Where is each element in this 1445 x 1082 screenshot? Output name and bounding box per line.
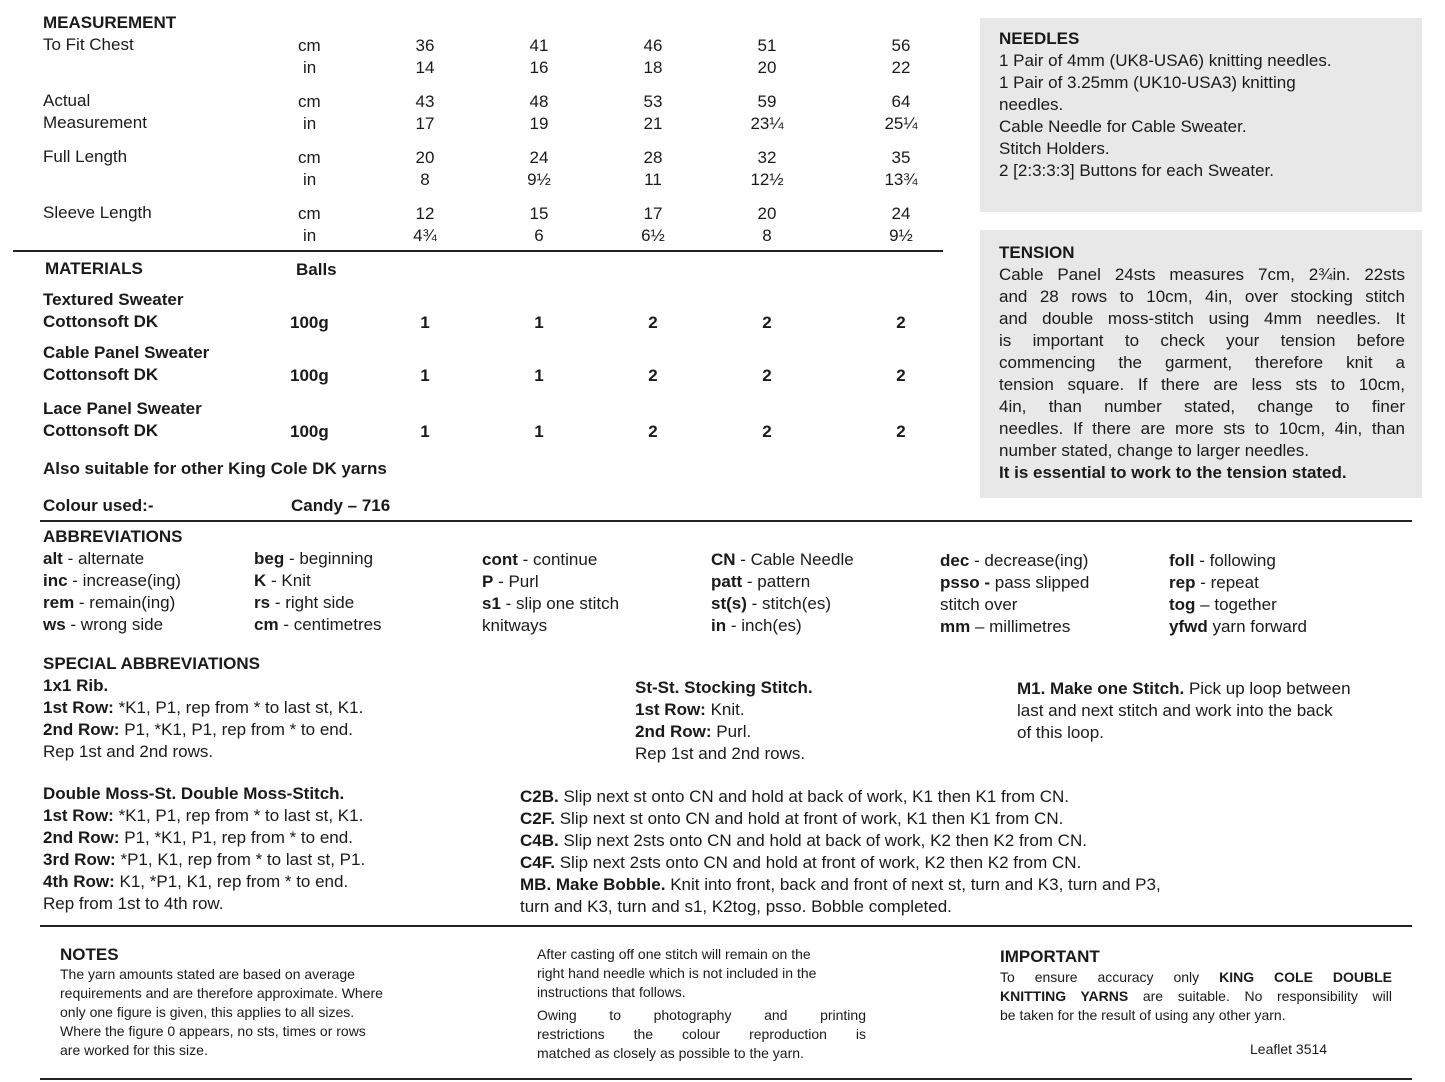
abbrev-column	[254, 548, 382, 636]
cell-value: 24	[529, 148, 549, 167]
needles-heading: NEEDLES	[999, 29, 1080, 48]
abbrev-key: rs	[254, 593, 271, 612]
row-label: 1st Row:	[43, 698, 114, 717]
tension-line: Cable Panel 24sts measures 7cm, 2¾in. 22sts	[999, 265, 1405, 284]
needles-text	[999, 50, 1409, 182]
abbreviations-heading: ABBREVIATIONS	[43, 527, 183, 546]
balls-value: 2	[762, 313, 772, 332]
colour-label: Colour used:-	[43, 496, 154, 515]
notes-line: Where the figure 0 appears, no sts, times or rows	[60, 1023, 366, 1039]
cell-value: 6	[534, 226, 544, 245]
notes-line: requirements and are therefore approximate. Where	[60, 985, 383, 1001]
notes-line: restrictions the colour reproduction is	[537, 1026, 866, 1042]
row-label-full-length: Full Length	[43, 147, 128, 166]
important-text	[1000, 968, 1392, 1025]
abbrev-key: patt	[711, 572, 743, 591]
material-name: Cable Panel Sweater	[43, 343, 210, 362]
balls-value: 2	[648, 422, 658, 441]
abbrev-column	[43, 548, 181, 636]
stst-title: St-St. Stocking Stitch.	[635, 678, 813, 697]
needles-line: 1 Pair of 4mm (UK8-USA6) knitting needles.	[999, 51, 1332, 70]
cables-block	[520, 786, 1161, 918]
material-name: Textured Sweater	[43, 290, 184, 309]
tension-text	[999, 264, 1405, 484]
abbrev-key: s1	[482, 594, 501, 613]
row-label: 2nd Row:	[43, 720, 120, 739]
m1-text: last and next stitch and work into the back	[1017, 701, 1333, 720]
abbrev-desc: – together	[1200, 595, 1277, 614]
balls-value: 1	[420, 422, 430, 441]
cell-value: 14	[415, 58, 435, 77]
tension-line: and 28 rows to 10cm, 4in, over stocking stitch	[999, 287, 1405, 306]
abbrev-column	[1169, 550, 1307, 638]
cable-key: C2B.	[520, 787, 559, 806]
abbrev-column	[482, 549, 619, 637]
rib-rep: Rep 1st and 2nd rows.	[43, 742, 214, 761]
balls-value: 1	[420, 313, 430, 332]
cell-value: 46	[643, 36, 663, 55]
mb-text: turn and K3, turn and s1, K2tog, psso. Bobble completed.	[520, 897, 952, 916]
cell-value: 19	[529, 114, 549, 133]
notes-middle-1	[537, 945, 867, 1002]
notes-line: instructions that follows.	[537, 984, 686, 1000]
needles-line: Stitch Holders.	[999, 139, 1110, 158]
abbrev-key: rem	[43, 593, 75, 612]
materials-heading: MATERIALS	[45, 259, 143, 278]
balls-value: 1	[534, 422, 544, 441]
cell-value: 16	[529, 58, 549, 77]
material-name: Lace Panel Sweater	[43, 399, 202, 418]
measurement-heading: MEASUREMENT	[43, 13, 177, 32]
balls-value: 1	[534, 366, 544, 385]
cell-value: 51	[757, 36, 777, 55]
cell-value: 56	[891, 36, 911, 55]
tension-line: needles. If there are more sts to 10cm, 4in, than	[999, 419, 1405, 438]
row-text: P1, *K1, P1, rep from * to end.	[124, 720, 353, 739]
material-weight: 100g	[290, 366, 329, 385]
cell-value: 8	[762, 226, 772, 245]
abbrev-desc: yarn forward	[1212, 617, 1307, 636]
mb-text: Knit into front, back and front of next st, turn and K3, turn and P3,	[670, 875, 1161, 894]
abbrev-desc: - right side	[274, 593, 355, 612]
important-brand: KNITTING YARNS	[1000, 988, 1129, 1004]
balls-value: 2	[896, 422, 906, 441]
cell-value: 11	[644, 170, 662, 189]
important-heading: IMPORTANT	[1000, 947, 1100, 966]
cell-value: 35	[891, 148, 911, 167]
stst-rep: Rep 1st and 2nd rows.	[635, 744, 806, 763]
cell-value: 17	[643, 204, 663, 223]
cable-text: Slip next st onto CN and hold at back of work, K1 then K1 from CN.	[563, 787, 1069, 806]
unit-cm: cm	[298, 204, 321, 223]
cell-value: 13¾	[884, 170, 918, 189]
abbrev-desc: - decrease(ing)	[974, 551, 1089, 570]
row-label: 3rd Row:	[43, 850, 116, 869]
abbrev-key: foll	[1169, 551, 1195, 570]
needles-line: Cable Needle for Cable Sweater.	[999, 117, 1247, 136]
cell-value: 43	[415, 92, 435, 111]
cell-value: 24	[891, 204, 911, 223]
unit-in: in	[303, 226, 317, 245]
dmoss-rep: Rep from 1st to 4th row.	[43, 894, 224, 913]
abbrev-key: rep	[1169, 573, 1196, 592]
abbrev-desc: - following	[1199, 551, 1276, 570]
abbrev-desc: - inch(es)	[730, 616, 802, 635]
cell-value: 59	[757, 92, 777, 111]
cell-value: 32	[757, 148, 777, 167]
unit-cm: cm	[298, 36, 321, 55]
tension-line: and double moss-stitch using 4mm needles. It	[999, 309, 1405, 328]
row-label: 2nd Row:	[635, 722, 712, 741]
cell-value: 9½	[889, 226, 913, 245]
material-yarn: Cottonsoft DK	[43, 421, 159, 440]
abbrev-desc: - Knit	[271, 571, 311, 590]
divider	[40, 520, 1412, 522]
cell-value: 4¾	[413, 226, 437, 245]
balls-value: 1	[420, 366, 430, 385]
tension-line: number stated, change to larger needles.	[999, 441, 1309, 460]
notes-line: Owing to photography and printing	[537, 1007, 866, 1023]
cable-key: C4B.	[520, 831, 559, 850]
balls-value: 2	[896, 366, 906, 385]
dmoss-block	[43, 783, 365, 915]
row-text: Purl.	[716, 722, 752, 741]
notes-text	[60, 965, 446, 1060]
notes-line: The yarn amounts stated are based on average	[60, 966, 355, 982]
rib-block	[43, 675, 363, 763]
balls-value: 2	[762, 422, 772, 441]
abbrev-key: ws	[43, 615, 66, 634]
material-weight: 100g	[290, 313, 329, 332]
notes-middle-2	[537, 1006, 866, 1063]
cable-text: Slip next 2sts onto CN and hold at back of work, K2 then K2 from CN.	[563, 831, 1087, 850]
tension-essential: It is essential to work to the tension stated.	[999, 463, 1347, 482]
cable-key: C2F.	[520, 809, 555, 828]
abbrev-desc: - continue	[522, 550, 598, 569]
needles-line: needles.	[999, 95, 1064, 114]
row-label: 2nd Row:	[43, 828, 120, 847]
abbrev-key: st(s)	[711, 594, 747, 613]
balls-value: 1	[534, 313, 544, 332]
balls-value: 2	[648, 313, 658, 332]
cell-value: 41	[529, 36, 549, 55]
m1-block	[1017, 678, 1351, 744]
abbrev-key: cont	[482, 550, 518, 569]
cell-value: 6½	[641, 226, 665, 245]
material-weight: 100g	[290, 422, 329, 441]
cell-value: 25¼	[884, 114, 918, 133]
cell-value: 17	[415, 114, 435, 133]
tension-line: is important to check your tension before	[999, 331, 1405, 350]
row-label: 1st Row:	[635, 700, 706, 719]
abbrev-key: CN	[711, 550, 736, 569]
tension-line: 4in, than number stated, change to finer	[999, 397, 1405, 416]
notes-line: matched as closely as possible to the yarn.	[537, 1045, 804, 1061]
abbrev-key: yfwd	[1169, 617, 1208, 636]
notes-line: are worked for this size.	[60, 1042, 208, 1058]
cell-value: 36	[415, 36, 435, 55]
row-text: K1, *P1, K1, rep from * to end.	[119, 872, 349, 891]
cell-value: 20	[757, 204, 777, 223]
abbrev-key: inc	[43, 571, 68, 590]
abbrev-key: in	[711, 616, 727, 635]
unit-cm: cm	[298, 92, 321, 111]
cell-value: 18	[643, 58, 663, 77]
cell-value: 20	[415, 148, 435, 167]
row-label: 4th Row:	[43, 872, 115, 891]
divider	[13, 250, 943, 252]
cell-value: 12½	[750, 170, 784, 189]
abbrev-key: dec	[940, 551, 970, 570]
dmoss-title: Double Moss-St. Double Moss-Stitch.	[43, 784, 345, 803]
notes-line: right hand needle which is not included in the	[537, 965, 817, 981]
unit-cm: cm	[298, 148, 321, 167]
material-yarn: Cottonsoft DK	[43, 312, 159, 331]
cell-value: 20	[757, 58, 777, 77]
cell-value: 8	[420, 170, 430, 189]
rib-title: 1x1 Rib.	[43, 676, 109, 695]
m1-text: of this loop.	[1017, 723, 1104, 742]
row-label-sleeve: Sleeve Length	[43, 203, 152, 222]
abbrev-desc: - beginning	[288, 549, 374, 568]
tension-line: tension square. If there are less sts to 10cm,	[999, 375, 1405, 394]
abbrev-desc: pass slipped	[994, 573, 1090, 592]
m1-text: Pick up loop between	[1188, 679, 1351, 698]
stst-block	[635, 677, 813, 765]
unit-in: in	[303, 114, 317, 133]
cable-text: Slip next st onto CN and hold at front of work, K1 then K1 from CN.	[559, 809, 1064, 828]
cell-value: 64	[891, 92, 911, 111]
notes-line: After casting off one stitch will remain on the	[537, 946, 811, 962]
cell-value: 23¼	[750, 114, 784, 133]
cable-text: Slip next 2sts onto CN and hold at front of work, K2 then K2 from CN.	[559, 853, 1082, 872]
abbrev-key: K	[254, 571, 267, 590]
notes-line: only one figure is given, this applies to all sizes.	[60, 1004, 355, 1020]
important-text-part: To ensure accuracy only	[1000, 969, 1220, 985]
abbrev-key: mm	[940, 617, 971, 636]
abbrev-desc: - repeat	[1200, 573, 1259, 592]
m1-title: M1. Make one Stitch.	[1017, 679, 1185, 698]
divider	[40, 1078, 1412, 1080]
divider	[40, 925, 1412, 927]
row-label-actual: Actual	[43, 91, 91, 110]
leaflet-number: Leaflet 3514	[1250, 1041, 1328, 1057]
abbrev-desc: - pattern	[746, 572, 811, 591]
row-text: Knit.	[710, 700, 745, 719]
abbrev-desc: - centimetres	[283, 615, 382, 634]
unit-in: in	[303, 170, 317, 189]
unit-in: in	[303, 58, 317, 77]
abbrev-desc: - increase(ing)	[72, 571, 181, 590]
row-text: P1, *K1, P1, rep from * to end.	[124, 828, 353, 847]
abbrev-key: beg	[254, 549, 285, 568]
tension-line: commencing the garment, therefore knit a	[999, 353, 1405, 372]
colour-value: Candy – 716	[291, 496, 391, 515]
needles-line: 2 [2:3:3:3] Buttons for each Sweater.	[999, 161, 1275, 180]
cable-key: C4F.	[520, 853, 555, 872]
cell-value: 22	[891, 58, 911, 77]
needles-line: 1 Pair of 3.25mm (UK10-USA3) knitting	[999, 73, 1296, 92]
important-text-part: be taken for the result of using any other yarn.	[1000, 1007, 1286, 1023]
abbrev-desc: – millimetres	[974, 617, 1071, 636]
cell-value: 12	[415, 204, 435, 223]
cell-value: 48	[529, 92, 549, 111]
abbrev-desc: - stitch(es)	[751, 594, 831, 613]
balls-label: Balls	[296, 260, 337, 279]
abbrev-desc: knitways	[482, 616, 548, 635]
abbrev-desc: - alternate	[67, 549, 145, 568]
abbrev-column	[711, 549, 854, 637]
important-brand: KING COLE DOUBLE	[1219, 969, 1393, 985]
abbrev-column	[940, 550, 1089, 638]
important-text-part: are suitable. No responsibility will	[1128, 988, 1392, 1004]
row-text: *K1, P1, rep from * to last st, K1.	[118, 698, 364, 717]
special-heading: SPECIAL ABBREVIATIONS	[43, 654, 260, 673]
abbrev-key: cm	[254, 615, 279, 634]
abbrev-desc: - Cable Needle	[740, 550, 854, 569]
abbrev-desc: - wrong side	[70, 615, 164, 634]
abbrev-key: psso -	[940, 573, 991, 592]
row-label-measurement: Measurement	[43, 113, 147, 132]
abbrev-key: alt	[43, 549, 63, 568]
balls-value: 2	[648, 366, 658, 385]
balls-value: 2	[762, 366, 772, 385]
abbrev-desc: stitch over	[940, 595, 1018, 614]
row-text: *P1, K1, rep from * to last st, P1.	[120, 850, 366, 869]
material-yarn: Cottonsoft DK	[43, 365, 159, 384]
balls-value: 2	[896, 313, 906, 332]
abbrev-desc: - Purl	[498, 572, 539, 591]
suitable-note: Also suitable for other King Cole DK yarns	[43, 459, 387, 478]
notes-heading: NOTES	[60, 945, 119, 964]
tension-heading: TENSION	[999, 243, 1075, 262]
abbrev-key: P	[482, 572, 494, 591]
row-label: 1st Row:	[43, 806, 114, 825]
cell-value: 53	[643, 92, 663, 111]
cell-value: 9½	[527, 170, 551, 189]
abbrev-desc: - slip one stitch	[505, 594, 620, 613]
abbrev-desc: - remain(ing)	[78, 593, 176, 612]
mb-title: MB. Make Bobble.	[520, 875, 666, 894]
cell-value: 15	[529, 204, 549, 223]
abbrev-key: tog	[1169, 595, 1196, 614]
cell-value: 28	[643, 148, 663, 167]
cell-value: 21	[643, 114, 663, 133]
row-label-chest: To Fit Chest	[43, 35, 134, 54]
row-text: *K1, P1, rep from * to last st, K1.	[118, 806, 364, 825]
